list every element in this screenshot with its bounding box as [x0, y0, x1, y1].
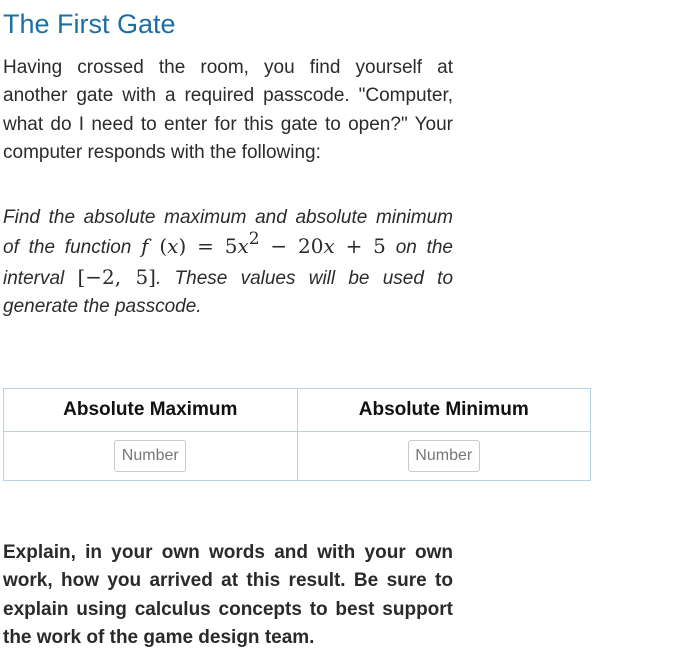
answer-table — [3, 388, 591, 481]
answer-table-input-row — [4, 432, 591, 481]
absolute-maximum-header: Absolute Maximum — [4, 389, 298, 432]
function-expression: f $(x) = 5x^2 - 20x + 5$ — [141, 228, 386, 259]
absolute-minimum-header: Absolute Minimum — [297, 389, 591, 432]
absolute-maximum-input[interactable] — [114, 440, 186, 472]
problem-text-1: Find the absolute maximum and absolute minimum of the function — [3, 207, 453, 259]
problem-statement — [3, 204, 453, 321]
absolute-minimum-cell — [297, 432, 591, 481]
interval-expression: [−2, 5] — [77, 264, 156, 289]
answer-table-header-row — [4, 389, 591, 432]
problem-text-2: on the interval — [3, 237, 454, 289]
problem-text-3: . These values will be used to generate the passcode. — [3, 267, 454, 317]
page-title: The First Gate — [3, 9, 176, 39]
absolute-minimum-input[interactable] — [408, 440, 480, 472]
explain-instructions: Explain, in your own words and with your own work, how you arrived at this result. Be sure to explain using calculus concepts to best support the work of the game design team. — [3, 542, 453, 648]
intro-paragraph: Having crossed the room, you find yourself at another gate with a required passcode. "Computer, what do I need to enter for this gate to open?" Your computer responds with the following: — [3, 57, 453, 163]
absolute-maximum-cell — [4, 432, 298, 481]
